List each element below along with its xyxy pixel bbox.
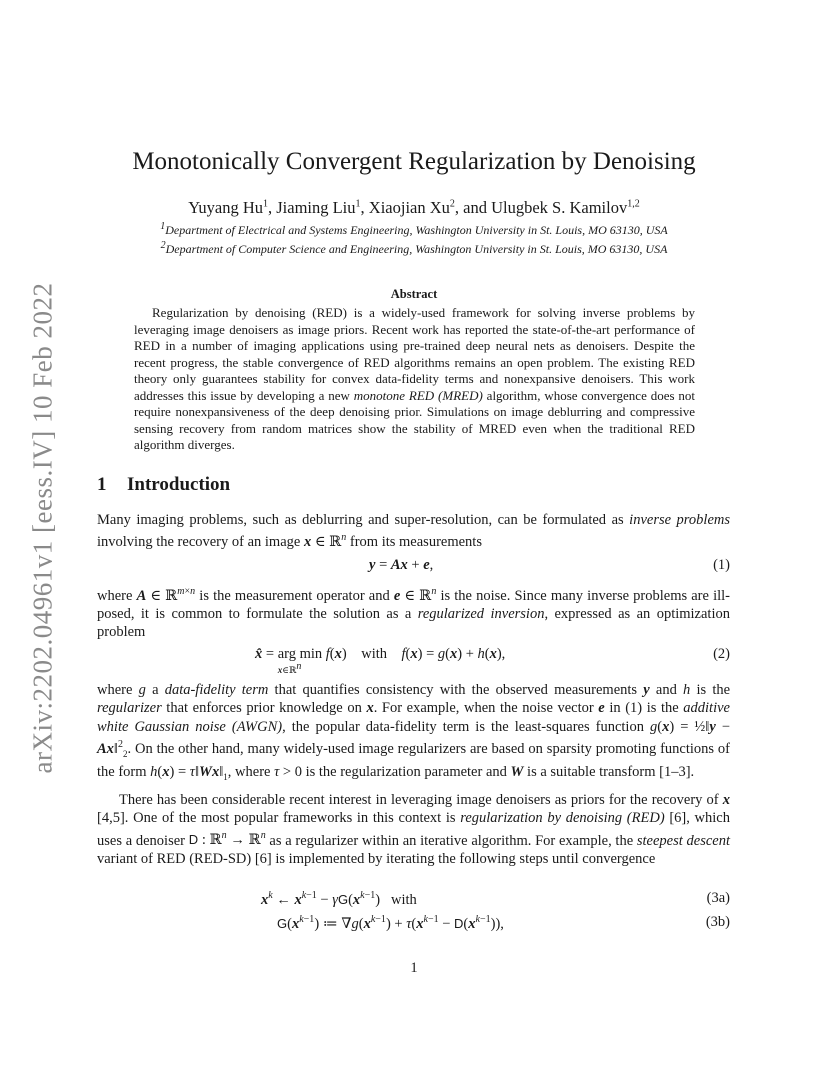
- section-heading: [97, 474, 230, 496]
- paragraph: There has been considerable recent interest in leveraging image denoisers as priors for the recovery of x [4,5]. One of the most popular frameworks in this context is regularization by denoising (RED) [6], which uses a denoiser D : ℝ$^n$ → ℝ$^n$ as a regularizer within an iterative algorithm. For example, the steepest descent variant of RED (RED-SD) [6] is implemented by iterating the following steps until convergence: [97, 792, 730, 867]
- section-number: 1: [97, 474, 107, 495]
- abstract-body: [134, 305, 695, 454]
- affiliation-text: Department of Computer Science and Engineering, Washington University in St. Louis, MO 63130, USA: [165, 242, 668, 256]
- equation-body: x̂ = arg min x∈ℝ$^n$ f(x) with f(x) = g(x) + h(x),: [255, 646, 506, 675]
- affiliation-mark: 1: [355, 198, 361, 210]
- equation-number: (1): [713, 557, 730, 573]
- affiliation-mark: 2: [449, 198, 455, 210]
- affiliation-1: [0, 221, 828, 238]
- math-inline: $h(x) = \tau‖Wx‖_1$: [150, 763, 228, 782]
- abstract-text: Regularization by denoising (RED) is a widely-used framework for solving inverse problems by leveraging image denoisers as image priors. Recent work has reported the state-of-the-art performance of RED in a number of imaging applications using pre-trained deep neural nets as denoisers. Despite the recent progress, the stable convergence of RED algorithms remains an open problem. The existing RED theory only guarantees stability for convex data-fidelity terms and nonexpansive denoisers. This work addresses this issue by developing a new: [134, 305, 695, 403]
- equation-word: with: [390, 891, 417, 908]
- affiliation-2: [0, 240, 828, 257]
- abstract-text: algorithm, whose convergence does not require nonexpansiveness of the deep denoising prior. Simulations on image deblurring and compressive sensing recovery from random matrices show the stability of MRED even when the traditional RED algorithm diverges.: [134, 387, 695, 452]
- author: Ulugbek S. Kamilov: [491, 198, 628, 217]
- math-inline: D : ℝ$^n$ → ℝ$^n$: [188, 830, 266, 849]
- author-conjunction: and: [463, 198, 487, 217]
- equation-body: y = Ax + e,: [369, 557, 434, 573]
- math-inline: x ∈ ℝ$^n$: [303, 532, 347, 551]
- abstract-heading: Abstract: [390, 287, 438, 301]
- equation-body: $G(x^{k-1})$ ≔ $\nabla g(x^{k-1}) + \tau(x^{k-1} - D(x^{k-1}))$,: [277, 914, 504, 932]
- paragraph: where A ∈ ℝ$^{m\times n}$ is the measurement operator and e ∈ ℝ$^n$ is the noise. Since many inverse problems are ill-posed, it is common to formulate the solution as a regularized inversion, expressed as an optimization problem: [97, 586, 730, 641]
- equation-number: (3b): [705, 914, 730, 930]
- math-inline: τ > 0: [274, 763, 302, 780]
- author-list: Yuyang Hu$^1$, Jiaming Liu$^1$, Xiaojian Xu$^2$, and Ulugbek S. Kamilov$^{1,2}$: [188, 198, 640, 217]
- section-title: Introduction: [127, 474, 231, 495]
- equation-number: (3a): [706, 890, 730, 906]
- math-inline: g(x) = ½‖y − Ax‖$^2_2$: [97, 718, 731, 759]
- affiliation-text: Department of Electrical and Systems Engineering, Washington University in St. Louis, MO 63130, USA: [165, 223, 668, 237]
- affiliation-mark: 1: [160, 221, 166, 232]
- equation-word: with: [361, 646, 387, 662]
- paragraph: Many imaging problems, such as deblurring and super-resolution, can be formulated as inverse problems involving the recovery of an image x ∈ ℝ$^n$ from its measurements: [97, 512, 730, 551]
- page-number: 1: [410, 960, 418, 976]
- math-inline: A ∈ ℝ$^{m\times n}$: [136, 586, 196, 604]
- math-inline: e ∈ ℝ$^n$: [393, 586, 437, 604]
- affiliation-mark: 1,2: [627, 198, 640, 210]
- arxiv-sidebar-stamp: [18, 278, 68, 778]
- paper-title: Monotonically Convergent Regularization by Denoising: [132, 148, 696, 175]
- paragraph: where g a data-fidelity term that quantifies consistency with the observed measurements y and h is the regularizer that enforces prior knowledge on x. For example, when the noise vector e in (1) is the additive white Gaussian noise (AWGN), the popular data-fidelity term is the least-squares function g(x) = ½‖y − Ax‖$^2_2$. On the other hand, many widely-used image regularizers are based on sparsity promoting functions of the form $h(x) = \tau‖Wx‖_1$, where τ > 0 is the regularization parameter and W is a suitable transform [1–3].: [97, 682, 731, 782]
- affiliation-mark: 1: [262, 198, 268, 210]
- author: Jiaming Liu: [276, 198, 356, 217]
- affiliation-mark: 2: [160, 240, 166, 251]
- author: Xiaojian Xu: [368, 198, 450, 217]
- equation-2: [97, 646, 730, 676]
- arxiv-identifier: arXiv:2202.04961v1 [eess.IV] 10 Feb 2022: [27, 282, 58, 774]
- abstract-emphasis: monotone RED (MRED): [353, 387, 483, 403]
- equation-number: (2): [713, 646, 730, 662]
- author: Yuyang Hu: [188, 198, 263, 217]
- equation-body: $x^k$ ← $x^{k-1} - \gamma G(x^{k-1})$ with: [261, 890, 417, 908]
